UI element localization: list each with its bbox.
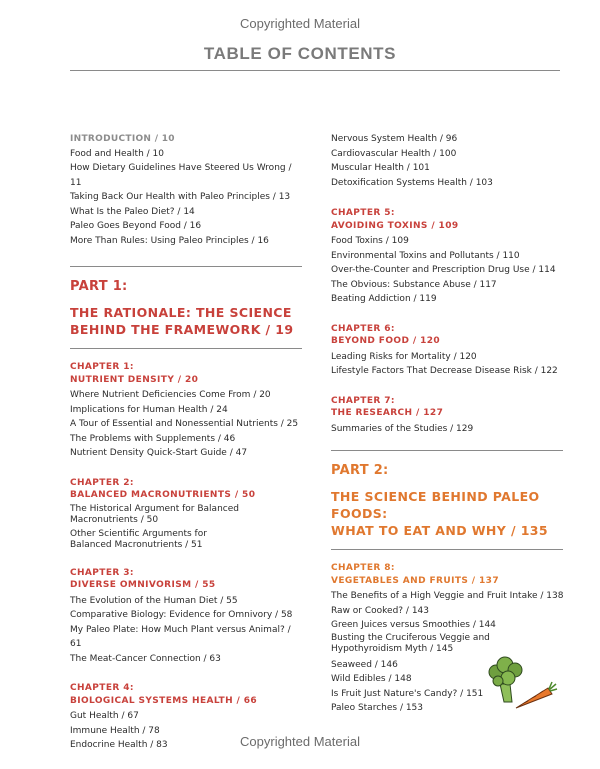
chapter-label: CHAPTER 1: bbox=[70, 362, 134, 372]
part-2-heading bbox=[331, 450, 564, 550]
chapter-name: THE RESEARCH / 127 bbox=[331, 408, 444, 418]
chapter-name: NUTRIENT DENSITY / 20 bbox=[70, 374, 199, 385]
toc-entry: A Tour of Essential and Nonessential Nutrients / 25 bbox=[70, 419, 299, 429]
toc-entry: Endocrine Health / 83 bbox=[70, 740, 168, 750]
toc-entry: Lifestyle Factors That Decrease Disease Risk / 122 bbox=[331, 366, 558, 376]
chapter-4-continued bbox=[331, 132, 564, 190]
part-2-title-line2: WHAT TO EAT AND WHY / 135 bbox=[331, 523, 548, 538]
carrot-icon bbox=[516, 682, 557, 708]
chapter-3 bbox=[70, 567, 302, 667]
toc-entry: Cardiovascular Health / 100 bbox=[331, 148, 457, 159]
toc-entry: What Is the Paleo Diet? / 14 bbox=[70, 206, 195, 217]
toc-entry: Over-the-Counter and Prescription Drug Use / 114 bbox=[331, 265, 556, 275]
part-divider bbox=[331, 450, 563, 451]
watermark-top: Copyrighted Material bbox=[240, 16, 360, 31]
chapter-label: CHAPTER 5: bbox=[331, 208, 395, 218]
part-2-title-line1: THE SCIENCE BEHIND PALEO FOODS: bbox=[331, 489, 540, 521]
chapter-5 bbox=[331, 207, 564, 307]
chapter-name: BIOLOGICAL SYSTEMS HEALTH / 66 bbox=[70, 695, 258, 706]
toc-entry: Paleo Starches / 153 bbox=[331, 703, 424, 713]
chapter-1 bbox=[70, 361, 302, 461]
part-divider bbox=[70, 348, 302, 349]
part-1-title-line1: THE RATIONALE: THE SCIENCE bbox=[70, 305, 292, 320]
toc-entry: Where Nutrient Deficiencies Come From / 20 bbox=[70, 390, 271, 400]
toc-entry: Comparative Biology: Evidence for Omnivory / 58 bbox=[70, 610, 293, 620]
toc-entry: Leading Risks for Mortality / 120 bbox=[331, 351, 477, 362]
toc-entry: The Problems with Supplements / 46 bbox=[70, 433, 236, 444]
toc-entry: Wild Edibles / 148 bbox=[331, 674, 412, 684]
intro-title: INTRODUCTION / 10 bbox=[70, 134, 175, 144]
chapter-label: CHAPTER 8: bbox=[331, 563, 395, 573]
part-divider bbox=[331, 549, 563, 550]
toc-entry: My Paleo Plate: How Much Plant versus Animal? / 61 bbox=[70, 624, 291, 649]
toc-entry: Environmental Toxins and Pollutants / 110 bbox=[331, 250, 520, 261]
chapter-label: CHAPTER 6: bbox=[331, 323, 395, 334]
toc-entry: Food Toxins / 109 bbox=[331, 236, 409, 246]
page-title: TABLE OF CONTENTS bbox=[203, 44, 397, 63]
toc-entry: Beating Addiction / 119 bbox=[331, 294, 437, 304]
toc-entry: More Than Rules: Using Paleo Principles / 16 bbox=[70, 235, 269, 246]
chapter-7 bbox=[331, 395, 564, 437]
toc-entry: The Meat-Cancer Connection / 63 bbox=[70, 653, 221, 664]
toc-entry: Seaweed / 146 bbox=[331, 659, 398, 670]
chapter-2 bbox=[70, 477, 302, 551]
toc-entry: Immune Health / 78 bbox=[70, 725, 160, 736]
chapter-name: AVOIDING TOXINS / 109 bbox=[331, 220, 459, 231]
chapter-label: CHAPTER 2: bbox=[70, 477, 134, 488]
chapter-name: DIVERSE OMNIVORISM / 55 bbox=[70, 580, 216, 590]
toc-entry: The Benefits of a High Veggie and Fruit Intake / 138 bbox=[331, 591, 564, 601]
title-divider bbox=[70, 70, 560, 71]
toc-entry: Busting the Cruciferous Veggie and Hypothyroidism Myth / 145 bbox=[331, 632, 490, 654]
chapter-name: VEGETABLES AND FRUITS / 137 bbox=[331, 575, 500, 586]
toc-entry: How Dietary Guidelines Have Steered Us Wrong / 11 bbox=[70, 163, 292, 188]
part-1-heading bbox=[70, 266, 302, 349]
intro-section bbox=[70, 132, 302, 248]
toc-entry: Green Juices versus Smoothies / 144 bbox=[331, 620, 496, 630]
toc-entry: The Evolution of the Human Diet / 55 bbox=[70, 595, 238, 606]
part-1-label: PART 1: bbox=[70, 279, 128, 294]
toc-entry: Nervous System Health / 96 bbox=[331, 134, 458, 144]
broccoli-carrot-illustration bbox=[486, 654, 558, 712]
chapter-name: BALANCED MACRONUTRIENTS / 50 bbox=[70, 490, 256, 500]
broccoli-icon bbox=[489, 657, 522, 702]
toc-right-column bbox=[331, 132, 564, 732]
part-2-label: PART 2: bbox=[331, 463, 389, 478]
toc-entry: Is Fruit Just Nature's Candy? / 151 bbox=[331, 688, 484, 699]
toc-left-column bbox=[70, 132, 302, 769]
toc-entry: Food and Health / 10 bbox=[70, 148, 164, 159]
chapter-name: BEYOND FOOD / 120 bbox=[331, 336, 441, 346]
chapter-6 bbox=[331, 323, 564, 379]
part-divider bbox=[70, 266, 302, 267]
toc-entry: Summaries of the Studies / 129 bbox=[331, 423, 474, 434]
toc-entry: Taking Back Our Health with Paleo Principles / 13 bbox=[70, 192, 291, 202]
chapter-label: CHAPTER 3: bbox=[70, 567, 134, 578]
toc-entry: The Historical Argument for Balanced Macronutrients / 50 bbox=[70, 503, 239, 525]
toc-entry: Implications for Human Health / 24 bbox=[70, 404, 228, 415]
toc-entry: Detoxification Systems Health / 103 bbox=[331, 177, 493, 188]
toc-entry: Other Scientific Arguments for Balanced Macronutrients / 51 bbox=[70, 528, 207, 550]
part-1-title-line2: BEHIND THE FRAMEWORK / 19 bbox=[70, 322, 294, 337]
toc-entry: Nutrient Density Quick-Start Guide / 47 bbox=[70, 448, 248, 458]
chapter-label: CHAPTER 4: bbox=[70, 683, 134, 693]
watermark-bottom: Copyrighted Material bbox=[240, 734, 360, 749]
toc-entry: Paleo Goes Beyond Food / 16 bbox=[70, 221, 202, 231]
toc-entry: Muscular Health / 101 bbox=[331, 163, 430, 173]
toc-entry: The Obvious: Substance Abuse / 117 bbox=[331, 279, 497, 290]
toc-entry: Gut Health / 67 bbox=[70, 711, 139, 721]
toc-entry: Raw or Cooked? / 143 bbox=[331, 605, 430, 616]
chapter-label: CHAPTER 7: bbox=[331, 395, 395, 406]
